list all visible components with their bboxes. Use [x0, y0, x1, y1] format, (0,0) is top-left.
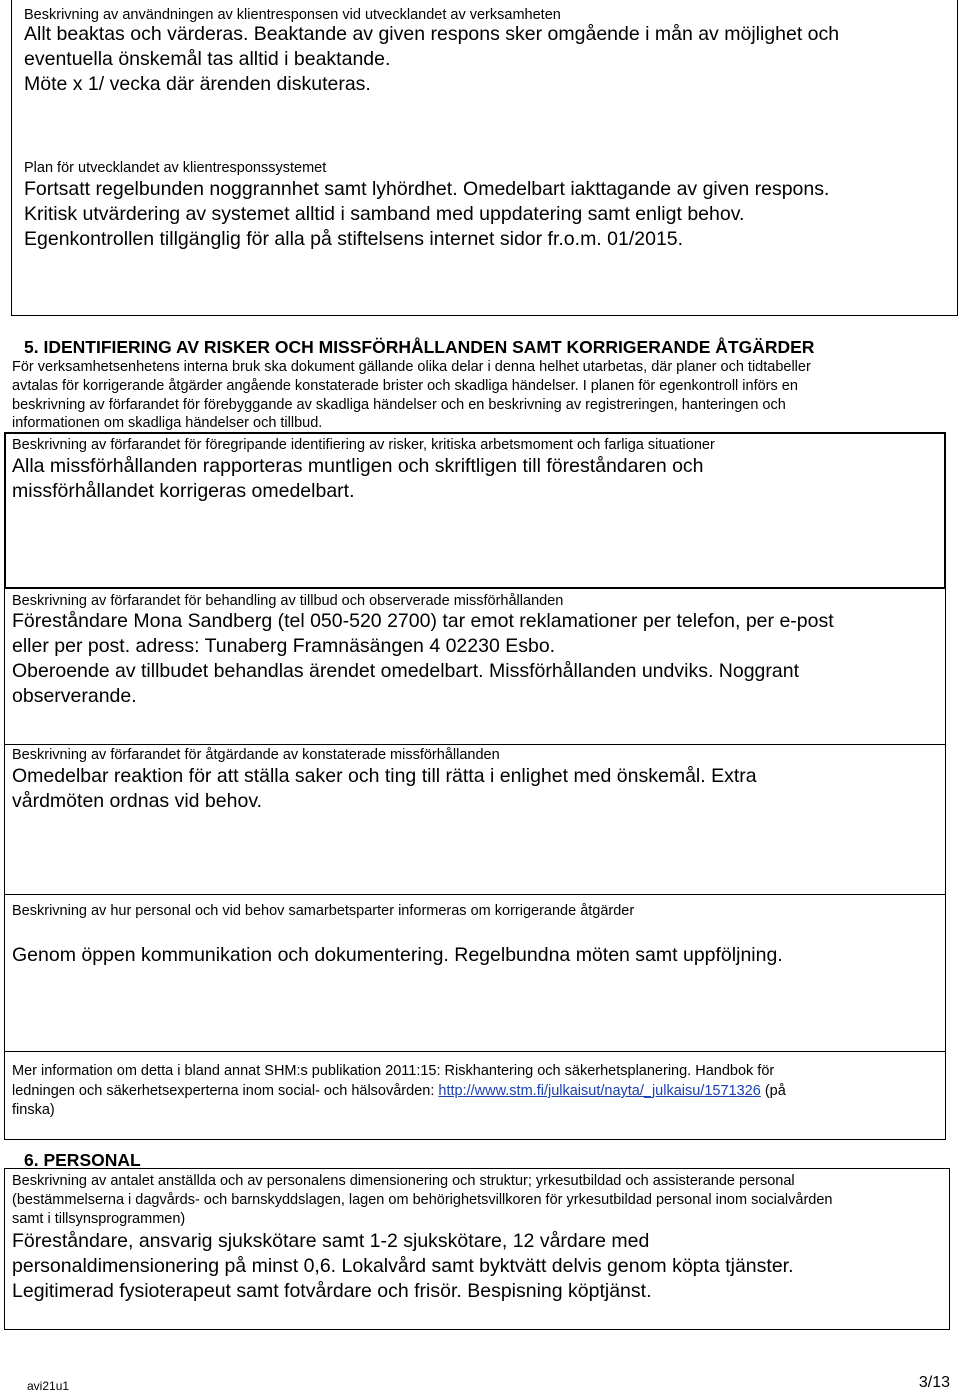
section6-answer-3: Legitimerad fysioterapeut samt fotvårdare och frisör. Bespisning köptjänst. [12, 1280, 652, 1302]
plan-line-2: Kritisk utvärdering av systemet alltid i samband med uppdatering samt enligt behov. [24, 203, 745, 225]
block2-line-1: Föreståndare Mona Sandberg (tel 050-520 2700) tar emot reklamationer per telefon, per e-post [12, 610, 834, 632]
block3-label: Beskrivning av förfarandet för åtgärdande av konstaterade missförhållanden [12, 747, 500, 763]
block1-label: Beskrivning av förfarandet för föregripande identifiering av risker, kritiska arbetsmoment och farliga situationer [12, 437, 715, 453]
section6-label-1: Beskrivning av antalet anställda och av personalens dimensionering och struktur; yrkesutbildad och assisterande personal [12, 1173, 795, 1189]
section5-heading: 5. IDENTIFIERING AV RISKER OCH MISSFÖRHÅLLANDEN SAMT KORRIGERANDE ÅTGÄRDER [24, 337, 815, 357]
block1-line-1: Alla missförhållanden rapporteras muntligen och skriftligen till föreståndaren och [12, 455, 704, 477]
block2-line-3: Oberoende av tillbudet behandlas ärendet omedelbart. Missförhållanden undviks. Noggrant [12, 660, 799, 682]
section6-answer-1: Föreståndare, ansvarig sjukskötare samt 1-2 sjukskötare, 12 vårdare med [12, 1230, 650, 1252]
section6-label-3: samt i tillsynsprogrammen) [12, 1211, 186, 1227]
separator [4, 894, 946, 895]
block5-line-2 [12, 1082, 786, 1101]
section6-heading: 6. PERSONAL [24, 1150, 141, 1170]
block5-line-2-prefix: ledningen och säkerhetsexperterna inom social- och hälsovården: [12, 1083, 439, 1099]
block5-line-1: Mer information om detta i bland annat SHM:s publikation 2011:15: Riskhantering och säkerhetsplanering. Handbok för [12, 1063, 775, 1079]
separator [4, 1051, 946, 1052]
stm-publication-link[interactable]: http://www.stm.fi/julkaisut/nayta/_julkaisu/1571326 [438, 1083, 761, 1099]
plan-line-3: Egenkontrollen tillgänglig för alla på stiftelsens internet sidor fr.o.m. 01/2015. [24, 228, 684, 250]
block2-line-2: eller per post. adress: Tunaberg Framnäsängen 4 02230 Esbo. [12, 635, 556, 657]
section5-intro-3: beskrivning av förfarandet för förebyggande av skadliga händelser och en beskrivning av registreringen, hanteringen och [12, 397, 786, 413]
block4-label: Beskrivning av hur personal och vid behov samarbetsparter informeras om korrigerande åtgärder [12, 903, 635, 919]
block2-label: Beskrivning av förfarandet för behandling av tillbud och observerade missförhållanden [12, 593, 564, 609]
footer-code: avi21u1 [27, 1379, 70, 1393]
usage-line-3: Möte x 1/ vecka där ärenden diskuteras. [24, 73, 371, 95]
plan-line-1: Fortsatt regelbunden noggrannhet samt lyhördhet. Omedelbart iakttagande av given respons. [24, 178, 830, 200]
block5-line-3: finska) [12, 1102, 55, 1118]
plan-label: Plan för utvecklandet av klientresponssystemet [24, 160, 327, 176]
section6-label-2: (bestämmelserna i dagvårds- och barnskyddslagen, lagen om behörighetsvillkoren för yrkesutbildad personal inom socialvården [12, 1192, 833, 1208]
block1-line-2: missförhållandet korrigeras omedelbart. [12, 480, 355, 502]
usage-line-1: Allt beaktas och värderas. Beaktande av given respons sker omgående i mån av möjlighet och [24, 23, 840, 45]
block3-line-1: Omedelbar reaktion för att ställa saker och ting till rätta i enlighet med önskemål. Extra [12, 765, 757, 787]
usage-label: Beskrivning av användningen av klientresponsen vid utvecklandet av verksamheten [24, 7, 561, 23]
section6-answer-2: personaldimensionering på minst 0,6. Lokalvård samt byktvätt delvis genom köpta tjänster. [12, 1255, 794, 1277]
block5-line-2-suffix: (på [760, 1083, 786, 1099]
block3-line-2: vårdmöten ordnas vid behov. [12, 790, 263, 812]
block4-line-1: Genom öppen kommunikation och dokumentering. Regelbundna möten samt uppföljning. [12, 944, 783, 966]
separator [4, 744, 946, 745]
section5-intro-2: avtalas för korrigerande åtgärder angående konstaterade brister och skadliga händelser. I planen för egenkontroll införs en [12, 378, 798, 394]
section5-intro-4: informationen om skadliga händelser och tillbud. [12, 415, 323, 431]
block2-line-4: observerande. [12, 685, 137, 707]
usage-line-2: eventuella önskemål tas alltid i beaktande. [24, 48, 391, 70]
page-number: 3/13 [918, 1374, 950, 1391]
section5-intro-1: För verksamhetsenhetens interna bruk ska dokument gällande olika delar i denna helhet utarbetas, där planer och tidtabeller [12, 359, 811, 375]
